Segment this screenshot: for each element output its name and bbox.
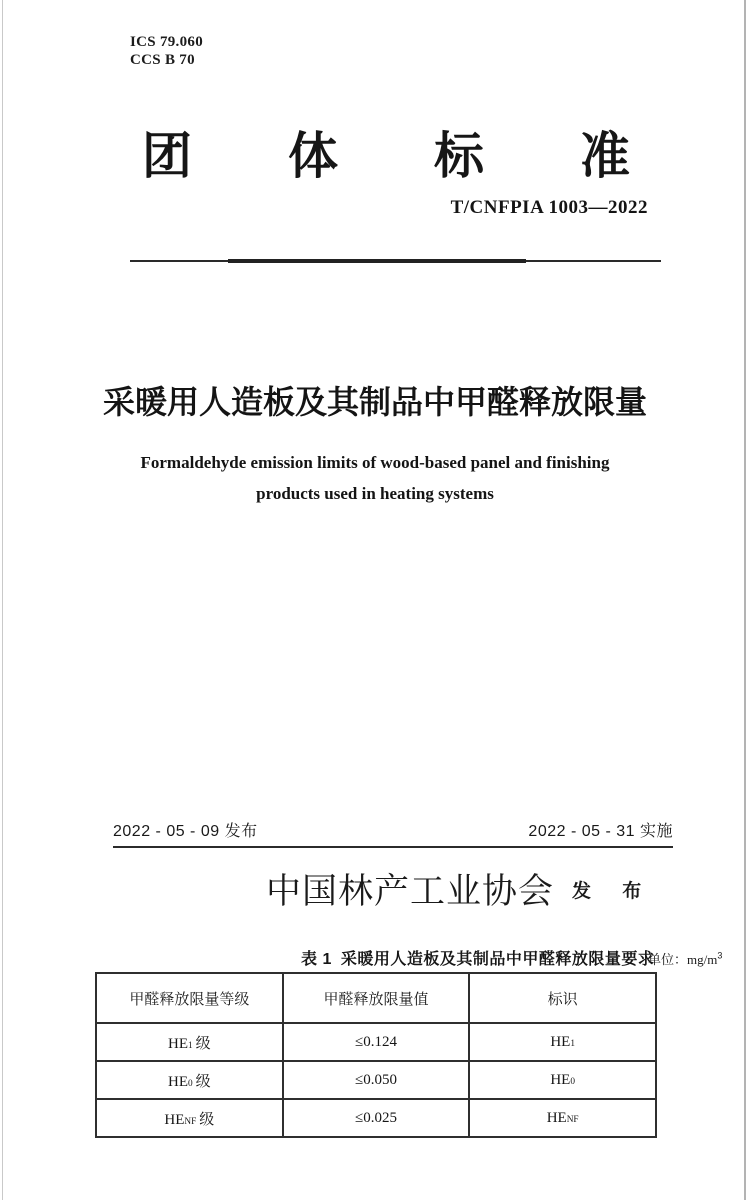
emission-table-body	[96, 1023, 656, 1137]
header-limit-value: 甲醛释放限量值	[283, 973, 470, 1023]
table-row	[96, 1023, 656, 1061]
mark-cell: $HE_0$	[469, 1061, 656, 1099]
header-mark: 标识	[469, 973, 656, 1023]
table-caption-title: 采暖用人造板及其制品中甲醛释放限量要求	[340, 951, 655, 968]
implementation-date: 2022 - 05 - 31 实施	[528, 823, 673, 840]
document-type-title: 团体标准	[142, 128, 726, 184]
table-row	[96, 1099, 656, 1137]
limit-value-cell: ≤0.050	[283, 1061, 470, 1099]
standard-number: T/CNFPIA 1003—2022	[450, 197, 648, 218]
table-caption	[301, 946, 654, 969]
mark-cell: $HE_1$	[469, 1023, 656, 1061]
main-title-en-line2: products used in heating systems	[256, 484, 494, 503]
grade-cell: $HE_1$ 级	[96, 1023, 283, 1061]
page-edge-right	[744, 0, 746, 1200]
main-title-zh: 采暖用人造板及其制品中甲醛释放限量	[102, 384, 647, 420]
issue-date: 2022 - 05 - 09 发布	[113, 823, 258, 840]
unit-exponent: 3	[717, 950, 723, 961]
grade-cell: $HE_0$ 级	[96, 1061, 283, 1099]
mark-cell: $HE_{NF}$	[469, 1099, 656, 1137]
classification-codes	[130, 33, 203, 69]
header-grade: 甲醛释放限量等级	[96, 973, 283, 1023]
grade-cell: $HE_{NF}$ 级	[96, 1099, 283, 1137]
limit-value-cell: ≤0.124	[283, 1023, 470, 1061]
table-header-row	[96, 973, 656, 1023]
table-caption-number: 表 1	[301, 951, 332, 968]
page-edge-left	[2, 0, 3, 1200]
date-row	[113, 818, 673, 848]
publisher-row	[266, 864, 654, 914]
unit-label: 单位：	[648, 952, 688, 967]
ccs-code: CCS B 70	[130, 52, 195, 68]
ics-code: ICS 79.060	[130, 34, 204, 50]
limit-value-cell: ≤0.025	[283, 1099, 470, 1137]
main-title-en-line1: Formaldehyde emission limits of wood-based panel and finishing	[140, 453, 610, 472]
title-separator-line-thick	[228, 259, 526, 263]
publisher-name: 中国林产工业协会	[266, 872, 555, 911]
unit-value: mg/m	[687, 952, 718, 967]
publish-label: 发 布	[572, 880, 655, 902]
table-row	[96, 1061, 656, 1099]
table-unit	[648, 949, 722, 968]
main-title-en	[0, 447, 750, 509]
emission-limits-table	[95, 972, 657, 1138]
